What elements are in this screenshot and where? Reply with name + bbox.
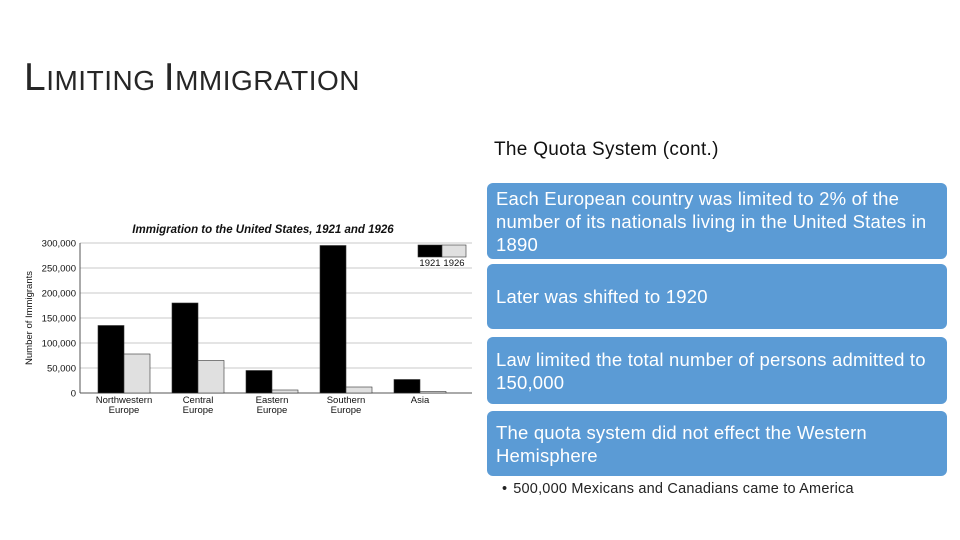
y-tick-label: 100,000 [41,338,76,350]
bullet-box-shifted-1920: Later was shifted to 1920 [487,264,947,329]
y-tick-label: 50,000 [46,363,76,375]
bullet-box-quota-2-percent: Each European country was limited to 2% of the number of its nationals living in the United States in 1890 [487,183,947,259]
immigration-chart [18,214,478,424]
section-heading: The Quota System (cont.) [494,139,719,160]
x-tick-label: Europe [256,405,288,416]
sub-bullet: • 500,000 Mexicans and Canadians came to America [502,481,854,497]
x-tick-label: Central [182,395,214,406]
x-tick-label: Southern [326,395,366,406]
x-tick-label: Eastern [255,395,289,406]
x-tick-label: Europe [108,405,140,416]
y-tick-label: 300,000 [41,238,76,250]
x-tick-label: Europe [330,405,362,416]
bar-1926 [272,390,298,393]
bar-1921 [246,371,272,394]
bullet-box-total-limit: Law limited the total number of persons admitted to 150,000 [487,337,947,404]
bullet-box-western-hemisphere: The quota system did not effect the Western Hemisphere [487,411,947,476]
x-tick-label: Asia [410,395,430,406]
y-tick-label: 150,000 [41,313,76,325]
bar-1926 [124,354,150,393]
chart-title: Immigration to the United States, 1921 and 1926 [132,224,394,236]
legend-swatch-1926 [442,245,466,257]
y-tick-label: 250,000 [41,263,76,275]
bar-1921 [320,246,346,394]
y-tick-label: 0 [70,388,76,400]
y-axis-label: Number of Immigrants [24,271,35,365]
bar-1921 [98,326,124,394]
bar-1926 [198,361,224,394]
sub-bullet-marker: • [502,481,508,497]
legend-label: 1921 [419,258,441,269]
x-tick-label: Northwestern [95,395,153,406]
x-tick-label: Europe [182,405,214,416]
legend-label: 1926 [443,258,465,269]
slide-title: LIMITING IMMIGRATION [24,56,361,99]
bar-1921 [172,303,198,393]
bar-1926 [346,387,372,393]
legend-swatch-1921 [418,245,442,257]
bar-1926 [420,392,446,394]
y-tick-label: 200,000 [41,288,76,300]
bar-1921 [394,380,420,394]
